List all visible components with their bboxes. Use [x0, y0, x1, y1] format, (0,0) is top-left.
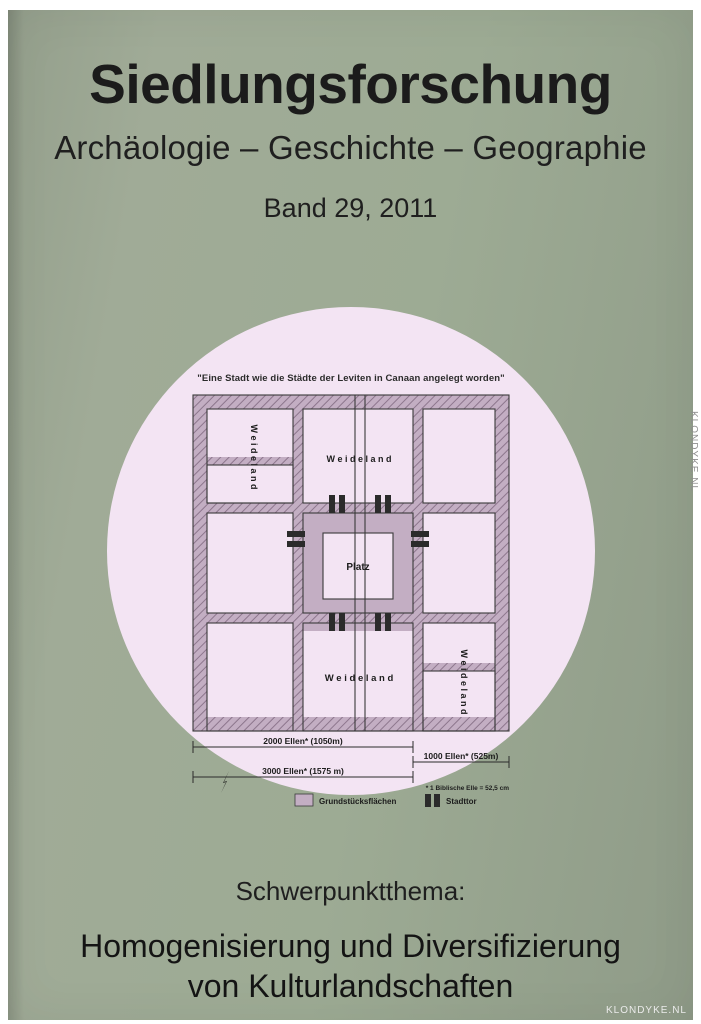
watermark-bottom-right: KLONDYKE.NL	[605, 1005, 687, 1016]
cover-subtitle: Archäologie – Geschichte – Geographie	[54, 129, 647, 167]
label-weideland-top: W e i d e l a n d	[326, 454, 392, 464]
scale-labels	[262, 736, 509, 792]
north-arrow-icon	[221, 771, 229, 793]
watermark-side: KLONDYKE.NL	[688, 410, 699, 492]
legend-label-parcels: Grundstücksflächen	[319, 797, 397, 806]
book-cover	[8, 10, 693, 1020]
label-weideland-right: W e i d e l a n d	[459, 649, 469, 715]
illustration-quote: "Eine Stadt wie die Städte der Leviten in Canaan angelegt worden"	[197, 373, 505, 384]
legend-label-gate: Stadttor	[446, 797, 477, 806]
label-weideland-left: W e i d e l a n d	[249, 424, 259, 490]
city-plan-diagram	[107, 307, 595, 806]
legend	[295, 794, 477, 807]
illustration-circle	[107, 307, 595, 806]
focus-theme-title-line1: Homogenisierung und Diversifizierung	[80, 928, 621, 964]
scale-label-1: 2000 Ellen* (1050m)	[263, 736, 343, 746]
label-platz: Platz	[346, 562, 370, 573]
scale-label-3: 3000 Ellen* (1575 m)	[262, 766, 344, 776]
title-block	[8, 53, 693, 224]
scale-label-2: 1000 Ellen* (525m)	[423, 751, 499, 761]
scale-footnote: * 1 Biblische Elle = 52,5 cm	[425, 785, 509, 792]
focus-theme-label: Schwerpunktthema:	[235, 876, 466, 906]
volume-label: Band 29, 2011	[263, 193, 438, 224]
label-weideland-bottom: W e i d e l a n d	[324, 673, 394, 684]
page-title: Siedlungsforschung	[89, 53, 612, 115]
focus-theme-title-line2: von Kulturlandschaften	[187, 968, 514, 1004]
cover-illustration	[107, 307, 595, 806]
scale-bars	[193, 741, 509, 783]
focus-theme-title	[8, 926, 693, 1006]
